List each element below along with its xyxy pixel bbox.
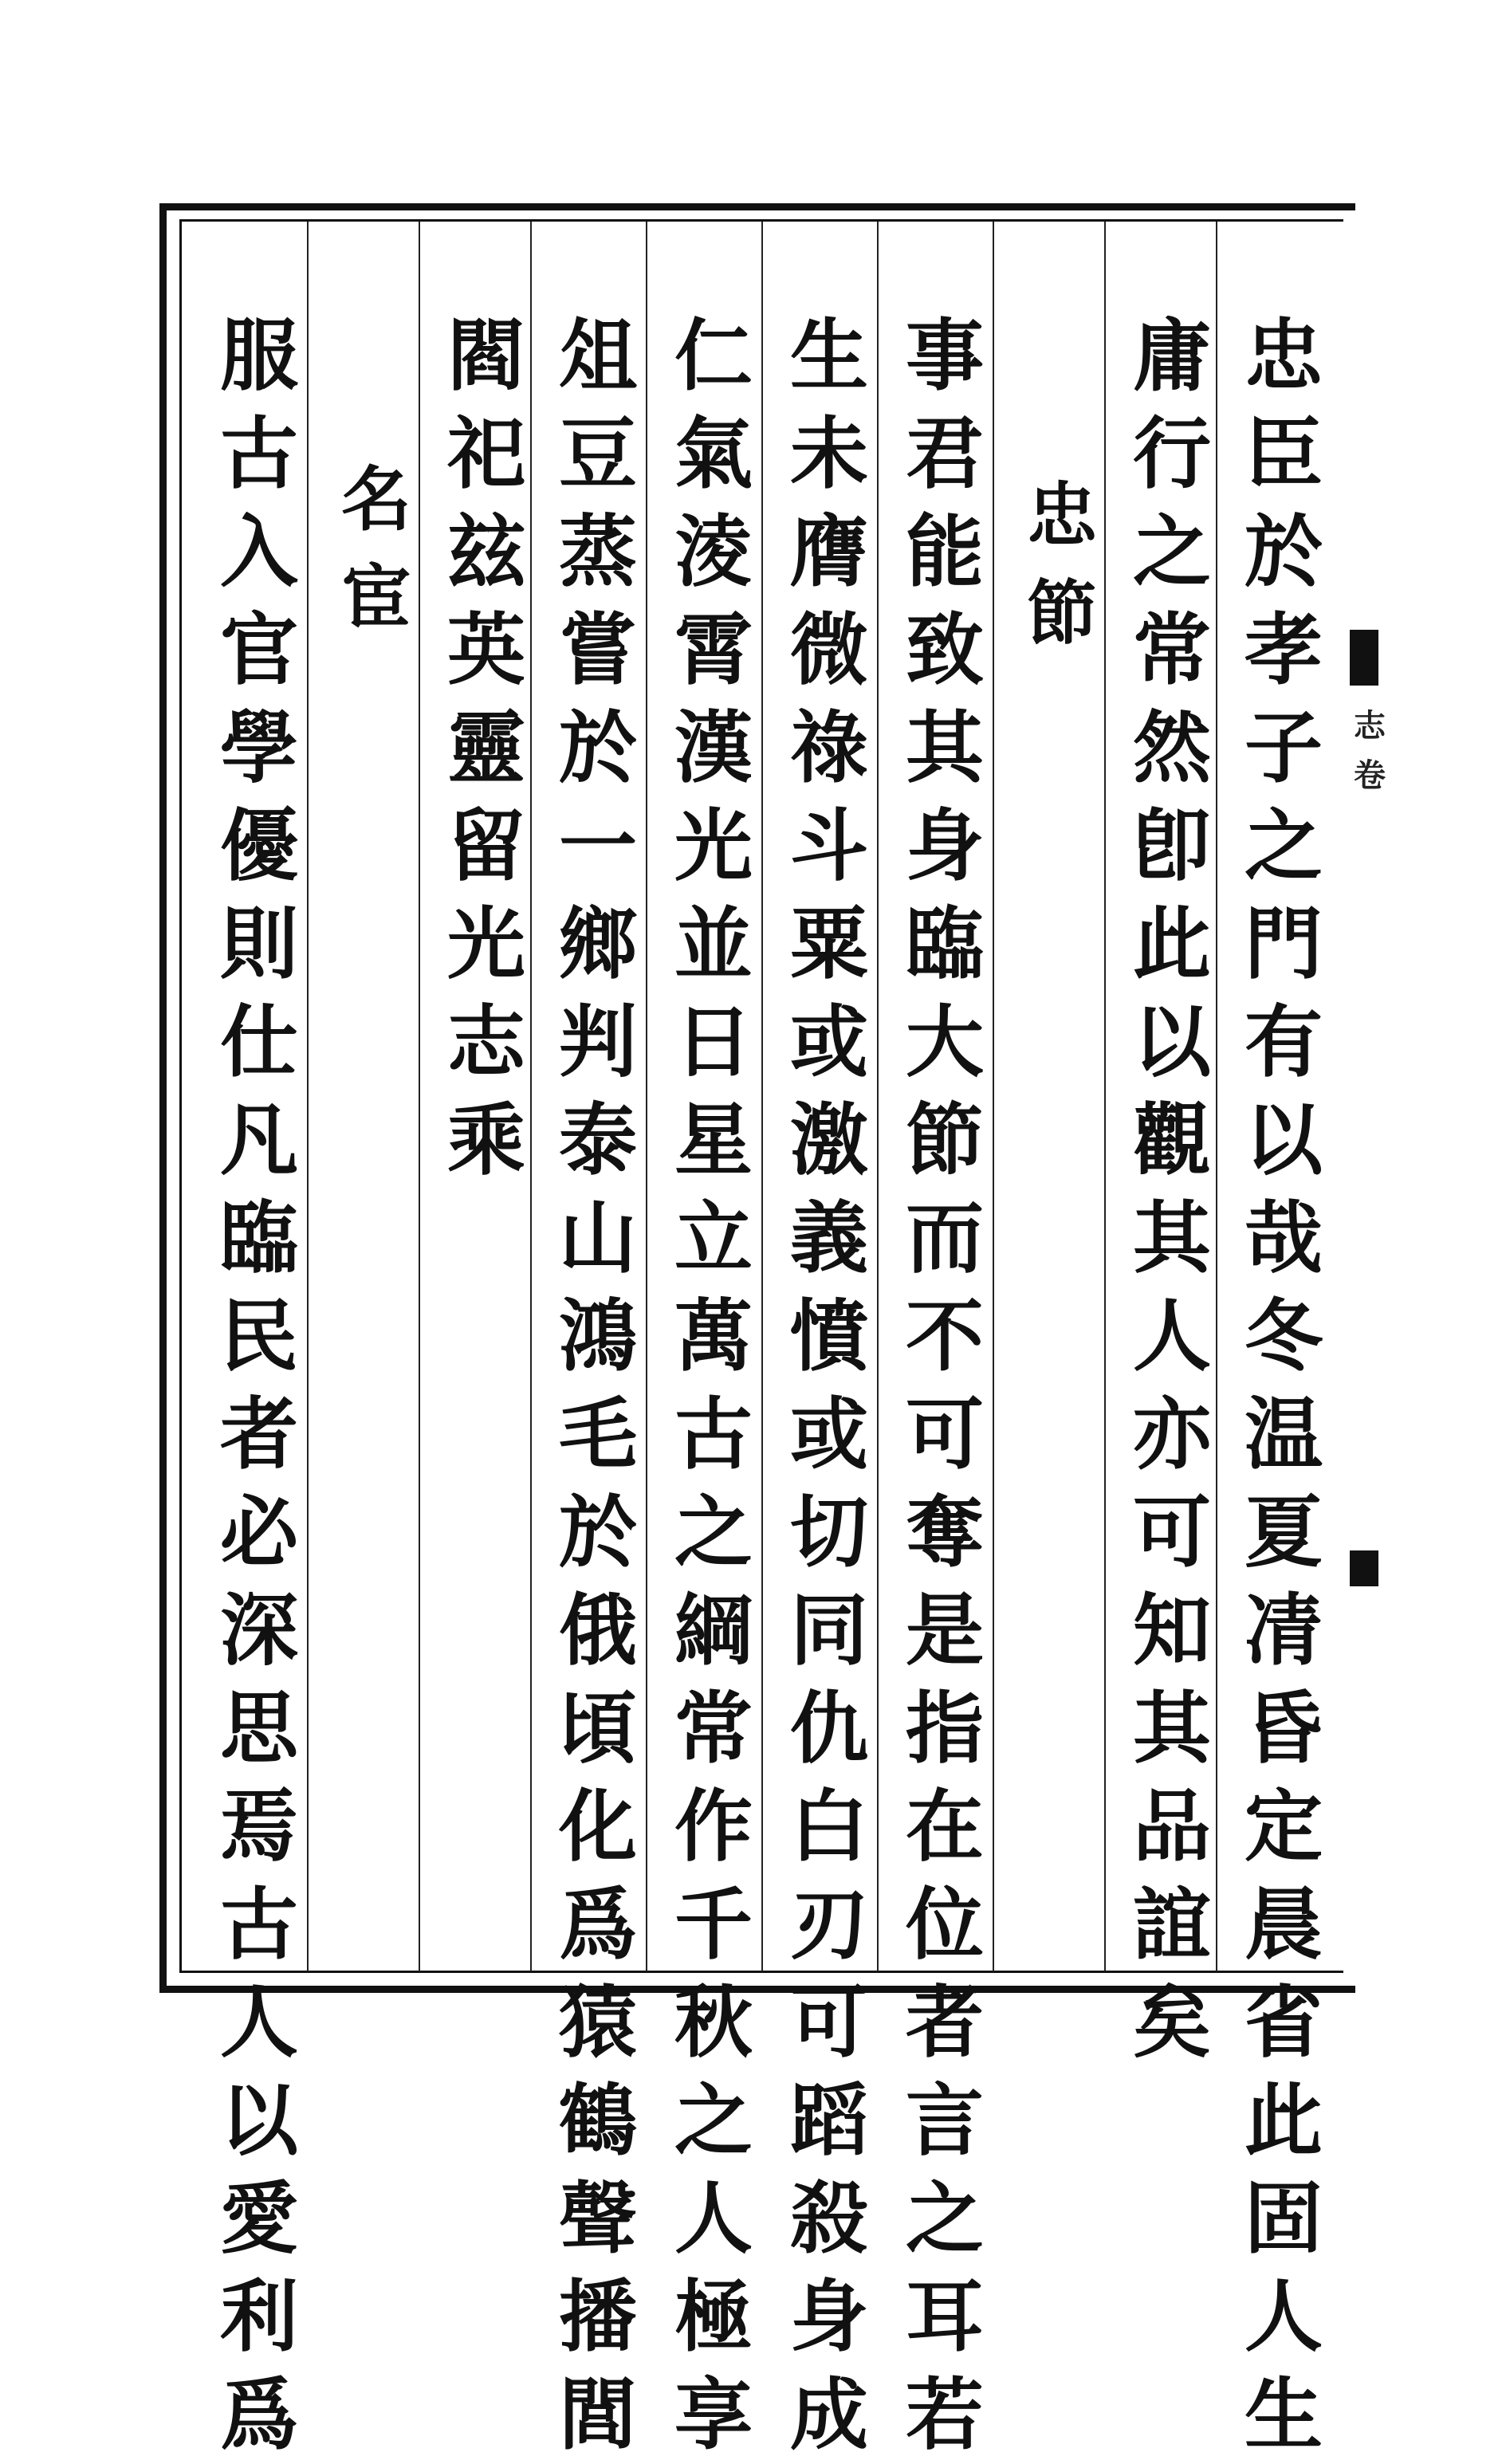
text-char: 仁 [674,310,753,402]
text-char: 温 [1244,1389,1323,1480]
text-char: 位 [905,1879,984,1971]
text-char: 有 [1244,996,1323,1088]
text-char: 然 [1132,702,1211,794]
text-char: 庸 [1132,310,1211,402]
text-char: 官 [219,604,298,696]
text-char: 播 [558,2271,637,2363]
margin-char-2: 卷 [1354,756,1386,794]
text-char: 秋 [674,1977,753,2069]
text-char: 亦 [1132,1389,1211,1480]
text-char: 鴻 [558,1291,637,1382]
text-char: 可 [905,1389,984,1480]
text-char: 以 [1132,996,1211,1088]
text-char: 乘 [446,1094,525,1186]
text-char: 民 [219,1291,298,1382]
text-char: 者 [219,1389,298,1480]
text-char: 猿 [558,1977,637,2069]
text-char: 奪 [905,1487,984,1578]
text-char: 古 [219,408,298,500]
text-char: 星 [674,1094,753,1186]
text-char: 玆 [446,506,525,598]
text-char: 人 [1244,2271,1323,2363]
text-char: 切 [789,1487,868,1578]
text-char: 生 [1244,2369,1323,2461]
text-char: 豆 [558,408,637,500]
text-char: 留 [446,800,525,892]
text-char: 立 [674,1193,753,1284]
text-char: 臣 [1244,408,1323,500]
text-column [889,307,1001,2464]
text-char: 服 [219,310,298,402]
text-char: 仇 [789,1683,868,1774]
text-char: 是 [905,1585,984,1676]
text-char: 白 [789,1781,868,1873]
text-char: 志 [446,996,525,1088]
text-char: 者 [905,1977,984,2069]
text-char: 觀 [1132,1094,1211,1186]
text-char: 夏 [1244,1487,1323,1578]
text-column [542,307,654,2464]
text-char: 常 [1132,604,1211,696]
text-char: 此 [1132,898,1211,990]
text-char: 粟 [789,898,868,990]
text-char: 仕 [219,996,298,1088]
text-char: 判 [558,996,637,1088]
text-char: 之 [1244,800,1323,892]
text-char: 霄 [674,604,753,696]
text-char: 一 [558,800,637,892]
text-char: 焉 [219,1781,298,1873]
text-char: 此 [1244,2075,1323,2167]
text-char: 化 [558,1781,637,1873]
text-char: 之 [674,2075,753,2167]
heading-char: 節 [1026,572,1097,654]
text-char: 哉 [1244,1193,1323,1284]
text-char: 義 [789,1193,868,1284]
text-char: 卽 [1132,800,1211,892]
section-heading [1006,466,1118,662]
text-char: 利 [219,2271,298,2363]
section-heading [320,450,432,646]
text-char: 或 [789,1389,868,1480]
text-char: 指 [905,1683,984,1774]
text-char: 昏 [1244,1683,1323,1774]
text-char: 耳 [905,2271,984,2363]
text-char: 生 [789,310,868,402]
text-char: 忠 [1244,310,1323,402]
text-char: 頃 [558,1683,637,1774]
text-char: 光 [446,898,525,990]
text-char: 毛 [558,1389,637,1480]
text-char: 思 [219,1683,298,1774]
text-char: 臨 [905,898,984,990]
text-char: 之 [905,2173,984,2265]
text-char: 祿 [789,702,868,794]
text-char: 日 [674,996,753,1088]
text-char: 省 [1244,1977,1323,2069]
text-char: 靈 [446,702,525,794]
text-char: 爲 [558,1879,637,1971]
text-char: 必 [219,1487,298,1578]
text-char: 俄 [558,1585,637,1676]
text-column [1116,307,1228,2072]
heading-char: 忠 [1026,474,1097,556]
text-char: 入 [219,506,298,598]
text-char: 英 [446,604,525,696]
text-char: 古 [219,1879,298,1971]
text-column [1228,307,1339,2464]
text-char: 以 [219,2075,298,2167]
text-char: 或 [789,996,868,1088]
text-char: 能 [905,506,984,598]
text-char: 刃 [789,1879,868,1971]
text-char: 同 [789,1585,868,1676]
text-char: 蹈 [789,2075,868,2167]
text-char: 成 [789,2369,868,2461]
text-char: 若 [905,2369,984,2461]
text-char: 知 [1132,1585,1211,1676]
text-char: 鶴 [558,2075,637,2167]
text-char: 光 [674,800,753,892]
text-char: 作 [674,1781,753,1873]
text-char: 其 [1132,1683,1211,1774]
text-char: 人 [1132,1291,1211,1382]
text-char: 矣 [1132,1977,1211,2069]
text-char: 人 [674,2173,753,2265]
text-char: 品 [1132,1781,1211,1873]
text-char: 聲 [558,2173,637,2265]
fish-tail-mark [1350,630,1378,686]
text-char: 祀 [446,408,525,500]
text-char: 言 [905,2075,984,2167]
text-char: 致 [905,604,984,696]
text-char: 泰 [558,1094,637,1186]
text-char: 子 [1244,702,1323,794]
text-column [773,307,885,2464]
text-char: 閻 [446,310,525,402]
text-char: 以 [1244,1094,1323,1186]
text-char: 古 [674,1389,753,1480]
text-char: 極 [674,2271,753,2363]
text-char: 常 [674,1683,753,1774]
text-char: 綱 [674,1585,753,1676]
text-char: 人 [219,1977,298,2069]
fish-tail-mark [1350,1550,1378,1586]
text-char: 山 [558,1193,637,1284]
text-char: 在 [905,1781,984,1873]
text-char: 鄉 [558,898,637,990]
text-char: 其 [1132,1193,1211,1284]
text-char: 於 [1244,506,1323,598]
text-char: 嘗 [558,604,637,696]
text-char: 臨 [219,1193,298,1284]
text-char: 愛 [219,2173,298,2265]
text-char: 凊 [1244,1585,1323,1676]
text-char: 氣 [674,408,753,500]
text-char: 激 [789,1094,868,1186]
text-char: 微 [789,604,868,696]
text-char: 優 [219,800,298,892]
text-char: 於 [558,702,637,794]
text-char: 憤 [789,1291,868,1382]
text-char: 閭 [558,2369,637,2461]
text-char: 君 [905,408,984,500]
text-char: 之 [674,1487,753,1578]
text-char: 晨 [1244,1879,1323,1971]
heading-char: 宦 [340,556,411,639]
text-char: 可 [1132,1487,1211,1578]
text-char: 行 [1132,408,1211,500]
text-char: 享 [674,2369,753,2461]
text-char: 門 [1244,898,1323,990]
text-char: 凡 [219,1094,298,1186]
text-char: 身 [905,800,984,892]
text-char: 萬 [674,1291,753,1382]
text-char: 千 [674,1879,753,1971]
text-char: 漢 [674,702,753,794]
text-char: 事 [905,310,984,402]
text-char: 身 [789,2271,868,2363]
text-char: 殺 [789,2173,868,2265]
text-char: 可 [789,1977,868,2069]
text-char: 冬 [1244,1291,1323,1382]
text-char: 膺 [789,506,868,598]
text-char: 學 [219,702,298,794]
text-char: 大 [905,996,984,1088]
heading-char: 名 [340,458,411,540]
text-column [203,307,315,2464]
text-char: 於 [558,1487,637,1578]
text-char: 而 [905,1193,984,1284]
text-column [431,307,542,1189]
text-char: 誼 [1132,1879,1211,1971]
text-char: 孝 [1244,604,1323,696]
text-char: 蒸 [558,506,637,598]
text-char: 深 [219,1585,298,1676]
text-char: 不 [905,1291,984,1382]
text-char: 固 [1244,2173,1323,2265]
text-char: 淩 [674,506,753,598]
text-char: 爲 [219,2369,298,2461]
text-char: 之 [1132,506,1211,598]
text-char: 未 [789,408,868,500]
text-char: 並 [674,898,753,990]
text-char: 定 [1244,1781,1323,1873]
text-char: 其 [905,702,984,794]
text-char: 俎 [558,310,637,402]
text-char: 斗 [789,800,868,892]
text-column [658,307,769,2464]
margin-char-1: 志 [1354,707,1386,745]
margin-text [1354,701,1386,800]
text-char: 節 [905,1094,984,1186]
text-char: 則 [219,898,298,990]
